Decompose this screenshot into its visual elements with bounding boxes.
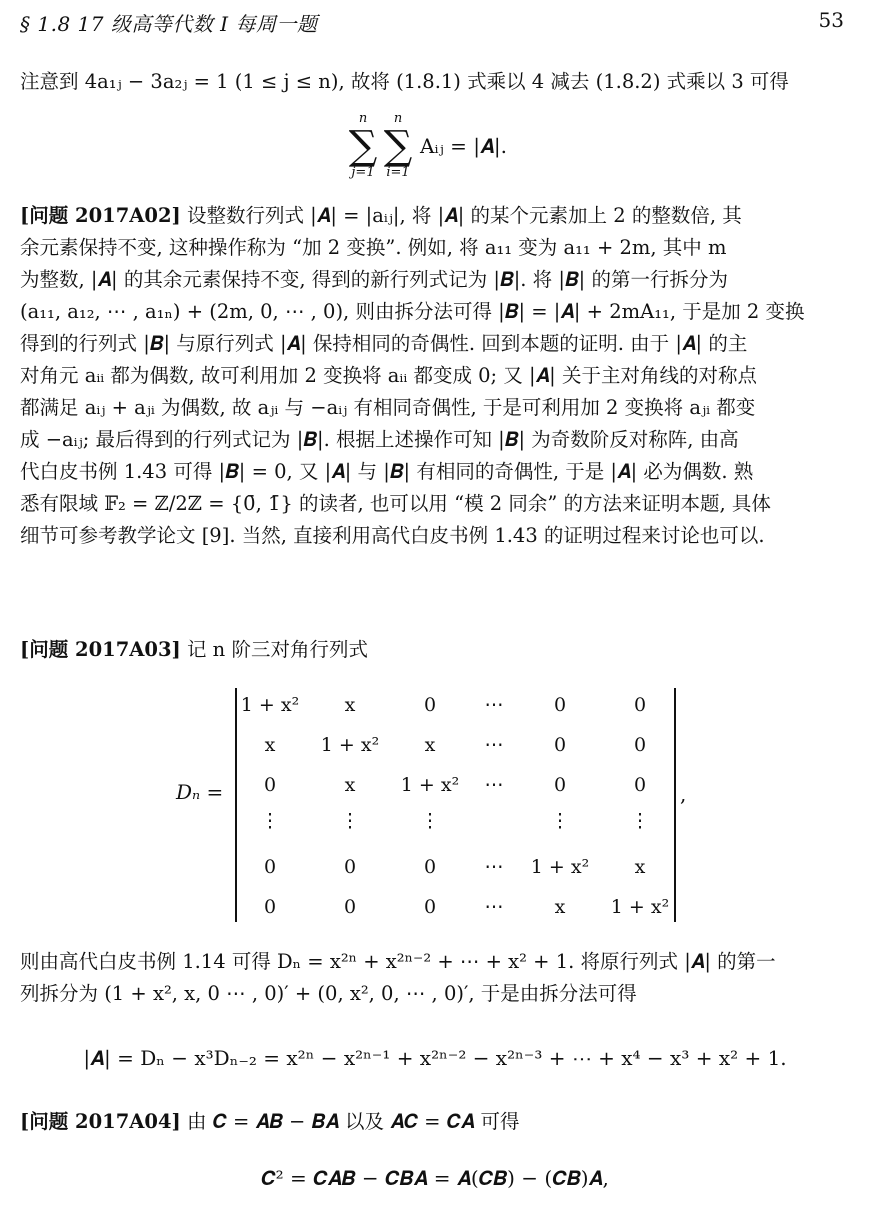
section-title: § 1.8 17 级高等代数 I 每周一题 [20,12,318,36]
matrix-cell: 0 [633,734,647,756]
matrix-cell: 1 + x² [610,896,670,918]
matrix-cell: 1 + x² [530,856,590,878]
matrix-cell: 0 [633,694,647,716]
a02-line: 都满足 aᵢⱼ + aⱼᵢ 为偶数, 故 aⱼᵢ 与 −aᵢⱼ 有相同奇偶性, 于是可利用加 2 变换将 aⱼᵢ 都变 [20,396,756,419]
outer-sum-symbol: ∑ [348,123,378,169]
matrix-cell: 0 [553,774,567,796]
problem-a02-tag: [问题 2017A02] [20,204,181,227]
inner-sum-upper: n [393,111,403,126]
matrix-cell: ⋯ [484,896,504,918]
a03-after-line: 则由高代白皮书例 1.14 可得 Dₙ = x²ⁿ + x²ⁿ⁻² + ⋯ + x² + 1. 将原行列式 |𝑨| 的第一 [20,950,776,973]
matrix-cell: x [344,694,356,716]
a02-line: 成 −aᵢⱼ; 最后得到的行列式记为 |𝑩|. 根据上述操作可知 |𝑩| 为奇数阶反对称阵, 由高 [20,428,739,451]
matrix-cell: x [344,774,356,796]
matrix-cell: ⋯ [484,734,504,756]
matrix-cell: ⋮ [260,810,280,832]
matrix-cell: 0 [263,774,277,796]
matrix-cell: ⋮ [630,810,650,832]
problem-a03-intro [20,634,848,666]
page-number: 53 [818,8,844,32]
matrix-cell: x [424,734,436,756]
matrix-cell: x [634,856,646,878]
outer-sum-upper: n [358,111,368,126]
matrix-cell: 0 [263,896,277,918]
matrix-cell: x [264,734,276,756]
matrix-cell: x [554,896,566,918]
a02-line: 设整数行列式 |𝑨| = |aᵢⱼ|, 将 |𝑨| 的某个元素加上 2 的整数倍, 其 [186,204,742,227]
a02-line: 代白皮书例 1.43 可得 |𝑩| = 0, 又 |𝑨| 与 |𝑩| 有相同的奇偶性, 于是 |𝑨| 必为偶数. 熟 [20,460,754,483]
matrix-cell: 0 [423,896,437,918]
matrix-cell: 0 [423,856,437,878]
inner-sum-symbol: ∑ [383,123,413,169]
a03-after-line: 列拆分为 (1 + x², x, 0 ⋯ , 0)′ + (0, x², 0, ⋯ , 0)′, 于是由拆分法可得 [20,982,637,1005]
inner-sum-lower: i=1 [386,165,410,180]
a02-line: 得到的行列式 |𝑩| 与原行列式 |𝑨| 保持相同的奇偶性. 回到本题的证明. 由于 |𝑨| 的主 [20,332,748,355]
determinant-right-bar [674,688,676,922]
a03-text: 记 n 阶三对角行列式 [186,638,368,661]
a02-line: 对角元 aᵢᵢ 都为偶数, 故可利用加 2 变换将 aᵢᵢ 都变成 0; 又 |𝑨| 关于主对角线的对称点 [20,364,757,387]
sum-body: Aᵢⱼ = |𝑨|. [420,134,507,158]
matrix-cell: 0 [553,694,567,716]
a02-line: 为整数, |𝑨| 的其余元素保持不变, 得到的新行列式记为 |𝑩|. 将 |𝑩| 的第一行拆分为 [20,268,728,291]
matrix-cell: ⋯ [484,856,504,878]
problem-a03-tag: [问题 2017A03] [20,638,181,661]
problem-a02 [20,200,848,552]
a02-line: 细节可参考教学论文 [9]. 当然, 直接利用高代白皮书例 1.43 的证明过程来讨论也可以. [20,524,765,547]
a04-text: 由 𝑪 = 𝑨𝑩 − 𝑩𝑨 以及 𝑨𝑪 = 𝑪𝑨 可得 [186,1110,520,1133]
determinant-comma: , [680,782,687,806]
a02-line: (a₁₁, a₁₂, ⋯ , a₁ₙ) + (2m, 0, ⋯ , 0), 则由拆分法可得 |𝑩| = |𝑨| + 2mA₁₁, 于是加 2 变换 [20,300,805,323]
inner-sum [378,112,418,180]
a04-equation: 𝑪² = 𝑪𝑨𝑩 − 𝑪𝑩𝑨 = 𝑨(𝑪𝑩) − (𝑪𝑩)𝑨, [261,1166,609,1190]
a02-line: 悉有限域 𝔽₂ = ℤ/2ℤ = {0̄, 1̄} 的读者, 也可以用 “模 2 同余” 的方法来证明本题, 具体 [20,492,771,515]
matrix-cell: ⋮ [420,810,440,832]
outer-sum [343,112,383,180]
matrix-cell: 0 [553,734,567,756]
matrix-cell: 0 [633,774,647,796]
problem-a04-tag: [问题 2017A04] [20,1110,181,1133]
matrix-cell: 1 + x² [400,774,460,796]
a03-after-paragraph [20,946,848,1010]
matrix-cell: ⋮ [340,810,360,832]
matrix-cell: 0 [423,694,437,716]
tridiagonal-determinant [0,686,870,922]
matrix-cell: 0 [343,896,357,918]
matrix-cell: 0 [343,856,357,878]
matrix-cell: 0 [263,856,277,878]
matrix-cell: ⋮ [550,810,570,832]
matrix-cell: ⋯ [484,694,504,716]
intro-paragraph [20,66,848,98]
problem-a04 [20,1106,848,1138]
double-sum-equation [0,112,870,182]
matrix-cell: 1 + x² [240,694,300,716]
determinant-left-bar [235,688,237,922]
a02-line: 余元素保持不变, 这种操作称为 “加 2 变换”. 例如, 将 a₁₁ 变为 a₁₁ + 2m, 其中 m [20,236,727,259]
outer-sum-lower: j=1 [351,165,375,180]
determinant-label: Dₙ = [176,780,224,804]
matrix-cell: 1 + x² [320,734,380,756]
a03-equation: |𝑨| = Dₙ − x³Dₙ₋₂ = x²ⁿ − x²ⁿ⁻¹ + x²ⁿ⁻² − x²ⁿ⁻³ + ⋯ + x⁴ − x³ + x² + 1. [83,1046,787,1070]
intro-line: 注意到 4a₁ⱼ − 3a₂ⱼ = 1 (1 ≤ j ≤ n), 故将 (1.8.1) 式乘以 4 减去 (1.8.2) 式乘以 3 可得 [20,70,789,93]
running-header [20,8,844,38]
matrix-cell: ⋯ [484,774,504,796]
